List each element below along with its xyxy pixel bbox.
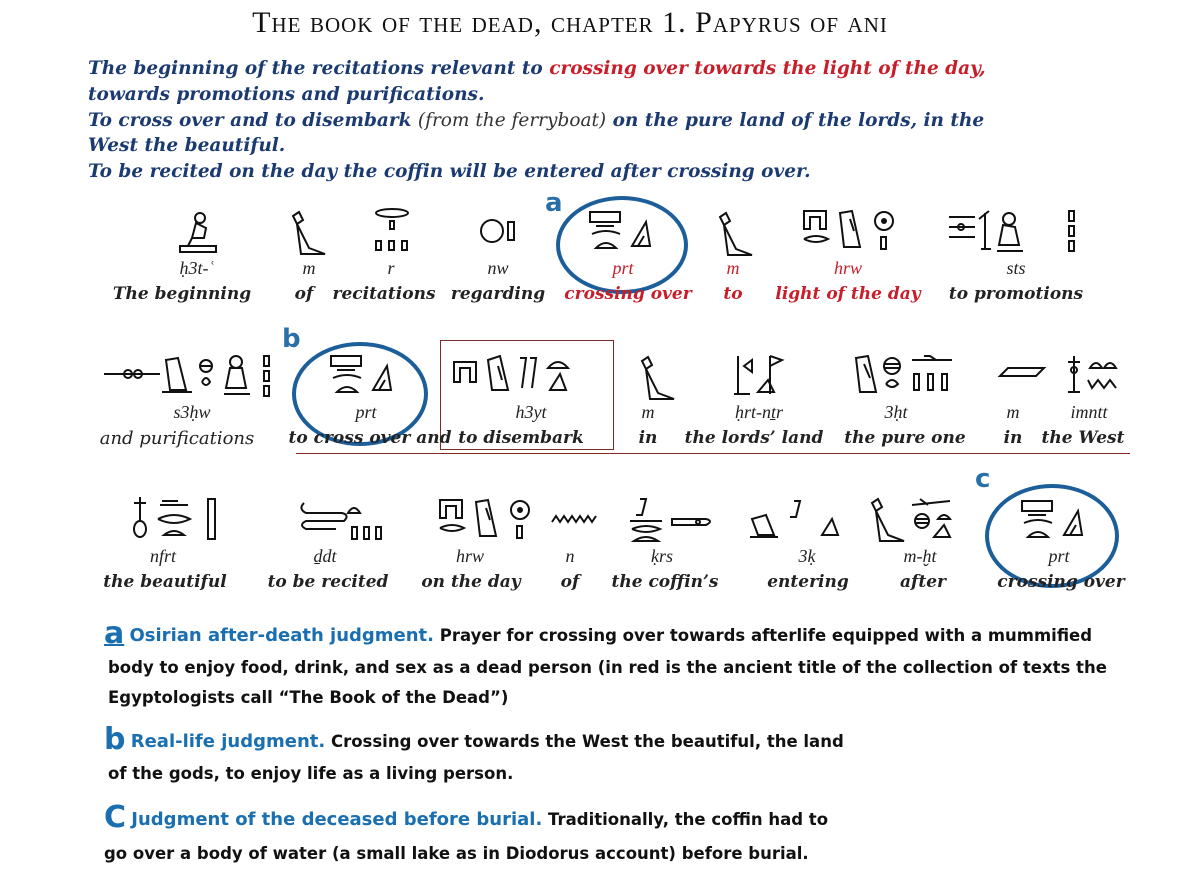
gloss: and purifications — [99, 428, 255, 449]
hieroglyph-after-group-icon — [864, 497, 964, 548]
gloss: the pure one — [844, 428, 966, 448]
translit: hrw — [455, 546, 485, 566]
hieroglyph-standard-land-icon — [730, 352, 790, 407]
intro-line-4: West the beautiful. — [88, 135, 286, 156]
gloss: after — [900, 572, 946, 592]
hieroglyph-seated-man-icon — [170, 210, 226, 263]
gloss: of — [560, 572, 580, 592]
gloss: in — [1003, 428, 1023, 448]
translit: 3ḳ — [798, 546, 816, 566]
phrase-underline — [296, 453, 1130, 454]
gloss: to — [723, 284, 743, 304]
gloss: regarding — [450, 284, 546, 304]
hieroglyph-pot-icon — [478, 216, 524, 251]
gloss: the lords’ land — [684, 428, 824, 448]
intro-line-3-end: on the pure land of the lords, in the — [606, 110, 985, 131]
translit: r — [387, 258, 395, 278]
translit: 3ḥt — [884, 402, 908, 422]
marker-c: c — [975, 464, 991, 494]
translit: prt — [355, 402, 377, 422]
translit: ḏdt — [313, 546, 337, 566]
gloss: recitations — [332, 284, 436, 304]
note-c-text-1: Traditionally, the coffin had to — [542, 810, 829, 829]
translit: m — [726, 258, 740, 278]
gloss: the coffin’s — [611, 572, 719, 592]
gloss: to be recited — [267, 572, 389, 592]
hieroglyph-coffin-group-icon — [622, 497, 718, 548]
hieroglyph-west-group-icon — [996, 352, 1126, 407]
marker-b: b — [282, 324, 301, 354]
translit: s3ḥw — [173, 402, 211, 422]
translit: sts — [1006, 258, 1026, 278]
intro-line-1-red: crossing over towards the light of the day, — [549, 58, 986, 79]
hieroglyph-bird-sun-icon — [800, 207, 900, 262]
hieroglyph-owl-icon — [634, 355, 678, 408]
gloss: light of the day — [775, 284, 921, 304]
translit: ḥ3t-ʿ — [179, 258, 215, 278]
intro-line-3-start: To cross over and to disembark — [88, 110, 418, 131]
note-a-line-2 — [108, 658, 1107, 677]
marker-a: a — [545, 188, 563, 218]
translit: ḳrs — [651, 546, 673, 566]
translit: m — [1006, 402, 1020, 422]
intro-line-1-start: The beginning of the recitations relevant to — [88, 58, 550, 79]
note-b-letter: b — [104, 722, 126, 757]
note-b-text-2: of the gods, to enjoy life as a living person. — [108, 764, 514, 783]
hieroglyph-bird-sun-icon — [436, 496, 536, 551]
note-a-line-1 — [104, 616, 1092, 651]
gloss: to disembark — [458, 428, 584, 448]
note-c-letter: C — [104, 800, 127, 835]
page-title: The book of the dead, chapter 1. Papyrus of ani — [252, 6, 888, 39]
note-c-heading: Judgment of the deceased before burial. — [131, 809, 543, 830]
intro-line-3-aside: (from the ferryboat) — [417, 110, 607, 131]
note-c-line-1 — [104, 800, 828, 835]
note-a-text-1: Prayer for crossing over towards afterlife equipped with a mummified — [434, 626, 1093, 645]
hieroglyph-water-ripple-icon — [550, 512, 600, 533]
hieroglyph-entering-group-icon — [748, 497, 848, 548]
intro-line-2: towards promotions and purifications. — [88, 84, 485, 105]
note-b-line-1 — [104, 722, 844, 757]
highlight-oval-a — [556, 196, 688, 294]
translit: m — [641, 402, 655, 422]
note-b-line-2 — [108, 764, 513, 783]
gloss: crossing over — [997, 572, 1125, 592]
gloss: entering — [767, 572, 849, 592]
translit: prt — [1048, 546, 1070, 566]
hieroglyph-owl-icon — [712, 211, 756, 264]
note-b-heading: Real-life judgment. — [130, 731, 326, 752]
intro-line-5: To be recited on the day the coffin will be entered after crossing over. — [88, 161, 811, 182]
note-a-letter: a — [104, 616, 125, 651]
translit: hrw — [833, 258, 863, 278]
hieroglyph-purification-group-icon — [100, 352, 280, 407]
gloss: to cross over and — [288, 428, 452, 448]
gloss: The beginning — [112, 284, 252, 304]
translit: m-ḫt — [903, 546, 937, 566]
translit: n — [565, 546, 575, 566]
note-a-text-3: Egyptologists call “The Book of the Dead”) — [108, 688, 509, 707]
translit: m — [302, 258, 316, 278]
gloss: in — [638, 428, 658, 448]
translit: nw — [487, 258, 509, 278]
gloss: the West — [1041, 428, 1125, 448]
gloss: crossing over — [564, 284, 692, 304]
hieroglyph-nefer-group-icon — [128, 495, 238, 550]
translit: ḥrt-nṯr — [734, 402, 784, 422]
hieroglyph-ibis-sun-icon — [852, 352, 972, 407]
translit: prt — [612, 258, 634, 278]
translit: nfrt — [149, 546, 177, 566]
hieroglyph-cords-seated-god-icon — [945, 209, 1085, 264]
gloss: of — [294, 284, 314, 304]
note-c-line-2 — [104, 844, 809, 863]
hieroglyph-cobra-strokes-icon — [296, 499, 396, 550]
note-a-heading: Osirian after-death judgment. — [129, 625, 434, 646]
note-c-text-2: go over a body of water (a small lake as in Diodorus account) before burial. — [104, 844, 809, 863]
intro-line-3 — [88, 110, 984, 131]
intro-line-1 — [88, 58, 986, 79]
gloss: the beautiful — [103, 572, 227, 592]
gloss: on the day — [421, 572, 521, 592]
hieroglyph-owl-icon — [285, 210, 329, 263]
hieroglyph-mouth-strokes-icon — [370, 207, 414, 262]
note-b-text-1: Crossing over towards the West the beautiful, the land — [325, 732, 844, 751]
note-a-text-2: body to enjoy food, drink, and sex as a dead person (in red is the ancient title of the collection of texts the — [108, 658, 1107, 677]
note-a-line-3 — [108, 688, 508, 707]
translit: h3yt — [515, 402, 547, 422]
gloss: to promotions — [948, 284, 1084, 304]
translit: imntt — [1070, 402, 1108, 422]
